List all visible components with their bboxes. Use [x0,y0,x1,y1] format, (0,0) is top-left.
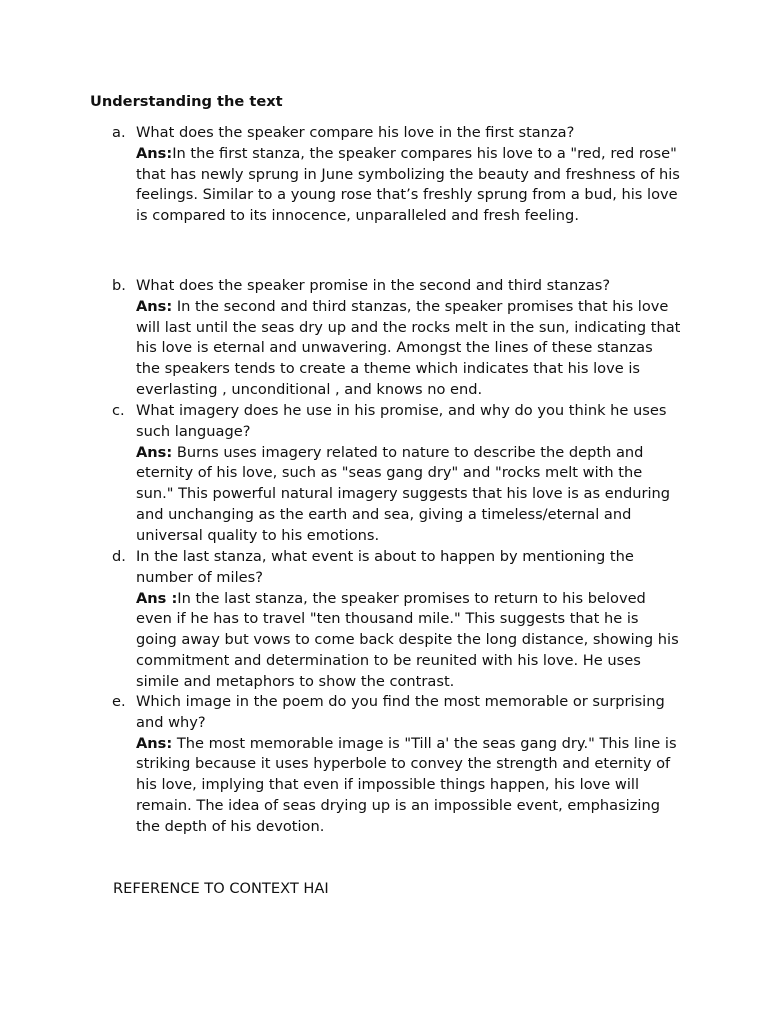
item-body [136,547,681,693]
answer-body: In the second and third stanzas, the speaker promises that his love will last until the seas dry up and the rocks melt in the sun, indicating that his love is eternal and unwavering. Amongst the lines of these stanzas the speakers tends to create a theme which indicates that his love is everlasting , unconditional , and knows no end. [136,297,681,398]
section-heading: Understanding the text [90,93,283,110]
item-marker: d. [112,548,126,565]
answer-label: Ans: [136,734,173,752]
answer-text [136,443,681,547]
answer-label: Ans: [136,144,173,162]
answer-label: Ans: [136,297,173,315]
reference-to-context-text: REFERENCE TO CONTEXT HAI [113,880,329,897]
item-marker: c. [112,402,125,419]
answer-label: Ans: [136,443,173,461]
question-text: What imagery does he use in his promise, and why do you think he uses such language? [136,402,667,440]
answer-label: Ans : [136,589,178,607]
answer-body: In the first stanza, the speaker compares his love to a "red, red rose" that has newly sprung in June symbolizing the beauty and freshness of his feelings. Similar to a young rose that’s freshly sprung from a bud, his love is compared to its innocence, unparalleled and fresh feeling. [136,144,680,225]
item-body [136,123,681,227]
question-text: What does the speaker promise in the second and third stanzas? [136,277,611,294]
answer-body: In the last stanza, the speaker promises to return to his beloved even if he has to travel "ten thousand mile." This suggests that he is going away but vows to come back despite the long distance, showing his commitment and determination to be reunited with his love. He uses simile and metaphors to show the contrast. [136,589,679,690]
answer-body: Burns uses imagery related to nature to describe the depth and eternity of his love, such as "seas gang dry" and "rocks melt with the sun." This powerful natural imagery suggests that his love is as enduring and unchanging as the earth and sea, giving a timeless/eternal and universal quality to his emotions. [136,443,671,544]
item-body [136,692,681,838]
answer-text [136,589,681,693]
item-body [136,276,681,401]
item-body [136,401,681,547]
item-marker: a. [112,124,126,141]
item-marker: e. [112,693,126,710]
question-text: What does the speaker compare his love in the first stanza? [136,124,575,141]
question-text: Which image in the poem do you find the most memorable or surprising and why? [136,693,665,731]
answer-text [136,144,681,227]
answer-text [136,297,681,401]
answer-body: The most memorable image is "Till a' the seas gang dry." This line is striking because it uses hyperbole to convey the strength and eternity of his love, implying that even if impossible things happen, his love will remain. The idea of seas drying up is an impossible event, emphasizing the depth of his devotion. [136,734,677,835]
answer-text [136,734,681,838]
item-marker: b. [112,277,126,294]
question-text: In the last stanza, what event is about to happen by mentioning the number of miles? [136,548,634,586]
